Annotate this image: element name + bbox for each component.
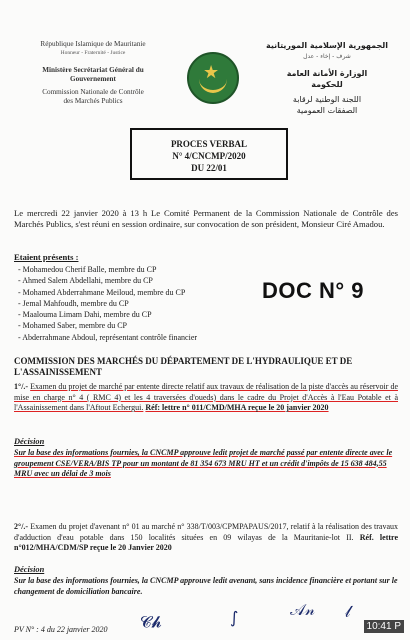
pv-date: DU 22/01 (191, 163, 227, 173)
signature-mark: 𝒜𝓃 (290, 600, 315, 619)
header-left (8, 40, 178, 106)
agenda-item-1 (14, 382, 398, 414)
item-1-ref: Réf: lettre n° 011/CMD/MHA reçue le 20 janvier 2020 (145, 403, 329, 413)
member-item: - Abderrahmane Abdoul, représentant contrôle financier (18, 332, 198, 342)
commission-line-1: Commission Nationale de Contrôle (42, 88, 144, 96)
signature-mark: ∫ (230, 608, 239, 627)
item-1-text: Examen du projet de marché par entente directe relatif aux travaux de réalisation de la piste d'accès au réservoir de mise en charge n° 4 ( RMC 4) et les 4 traversées d'oueds) dans le cadre du Projet d'Accès à l'Eau Potable et à l'Assainissement dans l'Aftout Echergui. (14, 382, 399, 413)
member-item: - Mohamed Saber, membre du CP (18, 321, 127, 331)
item-2-ref: Réf. lettre n°012/MHA/CDM/SP reçue le 20 Janvier 2020 (14, 532, 398, 553)
star-icon: ★ (203, 62, 220, 83)
item-2-text: Examen du projet d'avenant n° 01 au marché n° 338/T/003/CPMPAPAUS/2017, relatif à la réalisation des travaux d'adduction d'eau potable dans 150 localités situées en 09 wilayas de la Mauritanie-lot II. (14, 522, 398, 542)
motto-ar: شرف - إخاء - عدل (303, 53, 351, 60)
agenda-item-2 (14, 522, 398, 554)
member-item: - Mohamedou Cherif Balle, membre du CP (18, 265, 157, 274)
ministry-line-2: Gouvernement (70, 75, 116, 83)
doc-tag: DOC N° 9 (262, 278, 365, 303)
country-name-fr: République Islamique de Mauritanie (40, 40, 146, 48)
motto-fr: Honneur - Fraternité - Justice (60, 50, 126, 56)
ministry-line-1: Ministère Secrétariat Général du (42, 66, 144, 74)
footer-pv-ref: PV N° : 4 du 22 janvier 2020 (14, 625, 108, 634)
decision-2-text: Sur la base des informations fournies, la CNCMP approuve ledit avenant, sans incidence financière et portant sur le changement de domiciliation bancaire. (14, 576, 398, 596)
national-emblem (187, 52, 239, 104)
pv-number: N° 4/CNCMP/2020 (172, 151, 246, 161)
ministry-ar-line-1: الوزارة الأمانة العامة (286, 69, 368, 78)
present-title: Etaient présents : (14, 252, 79, 262)
intro-paragraph: Le mercredi 22 janvier 2020 à 13 h Le Comité Permanent de la Commission Nationale de Contrôle des Marchés Publics, s'est réuni en session ordinaire, sur convocation de son président, Monsieur Ciré Amadou. (14, 208, 398, 229)
decision-1-title: Décision (14, 437, 45, 446)
item-2-number: 2°/.- (14, 522, 29, 531)
member-item: - Ahmed Salem Abdellahi, membre du CP (18, 276, 153, 286)
commission-ar-line-1: اللجنة الوطنية لرقابة (292, 95, 362, 104)
decision-1-text: Sur la base des informations fournies, la CNCMP approuve ledit projet de marché passé par entente directe avec le groupement CSE/VERA/BIS TP pour un montant de 81 354 673 MRU HT et un crédit d'impôts de 15 638 484,55 MRU avec un délai de 3 mois (14, 448, 393, 479)
crescent-icon (199, 76, 227, 93)
commission-ar-line-2: الصفقات العمومية (296, 106, 358, 115)
pv-title: PROCES VERBAL (170, 139, 248, 149)
status-clock: 10:41 P (364, 620, 404, 633)
commission-title: COMMISSION DES MARCHÉS DU DÉPARTEMENT DE L'HYDRAULIQUE ET DE L'ASSAINISSEMENT (14, 356, 353, 377)
header-right (252, 40, 402, 116)
signature-mark: 𝓁 (345, 602, 351, 621)
commission-line-2: des Marchés Publics (63, 97, 123, 105)
decision-2-title: Décision (14, 565, 45, 574)
country-name-ar: الجمهورية الإسلامية الموريتانية (265, 41, 389, 50)
member-item: - Jemal Mahfoudh, membre du CP (18, 298, 129, 308)
ministry-ar-line-2: للحكومة (311, 80, 343, 89)
signature-mark: 𝓒𝓱 (140, 612, 162, 631)
member-item: - Maalouma Limam Dahi, membre du CP (18, 310, 152, 320)
member-item: - Mohamed Abderrahmane Meiloud, membre du CP (18, 287, 186, 297)
members-list (18, 264, 197, 343)
item-1-number: 1°/.- (14, 382, 29, 391)
proces-verbal-box (130, 128, 288, 180)
